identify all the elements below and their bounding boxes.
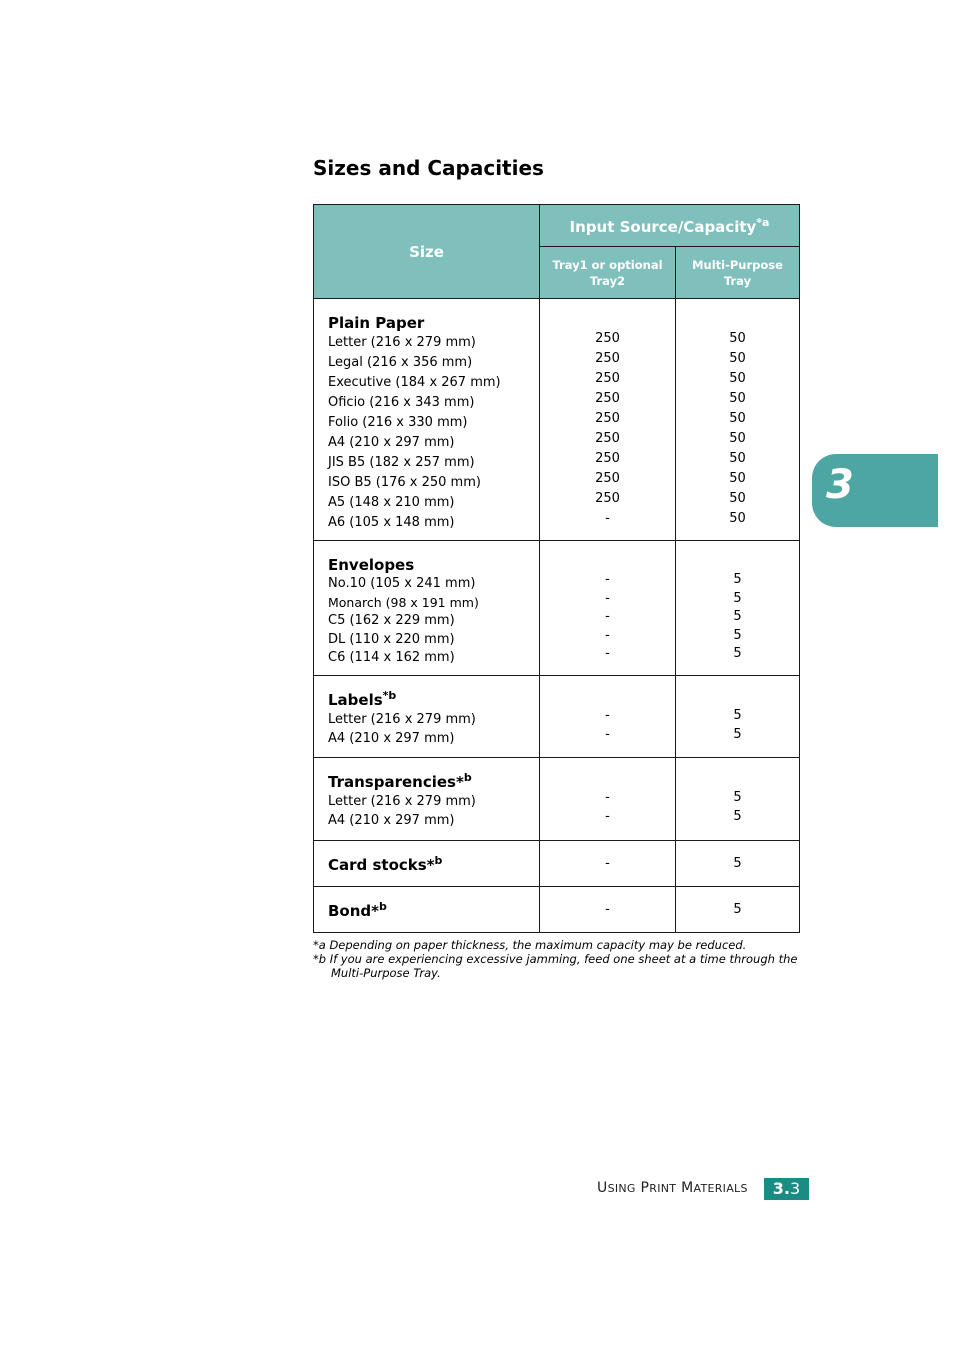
tray-capacity-value: -: [605, 901, 610, 917]
footer-rint: RINT: [649, 1182, 677, 1195]
tray-capacity-value: 250: [595, 351, 620, 366]
header-tray-line2: Tray2: [589, 273, 626, 288]
mp-capacity-value: 5: [733, 809, 742, 824]
tray-capacity-value: 250: [595, 451, 620, 466]
mp-capacity-cell: [676, 299, 800, 541]
tray-capacity-value: 250: [595, 411, 620, 426]
table-row: [314, 676, 800, 758]
size-item: A4 (210 x 297 mm): [328, 813, 455, 828]
mp-capacity-cell: [676, 676, 800, 758]
tray-capacity-value: -: [605, 646, 610, 661]
header-size: Size: [314, 205, 540, 299]
size-item: A5 (148 x 210 mm): [328, 495, 455, 510]
chapter-tab: [812, 454, 938, 527]
table-body: [314, 299, 800, 933]
mp-capacity-value: 5: [733, 609, 742, 624]
category-label: [328, 851, 539, 875]
mp-capacity-value: 5: [733, 646, 742, 661]
size-item: JIS B5 (182 x 257 mm): [328, 455, 475, 470]
category-label: [328, 768, 539, 792]
size-cell: [314, 676, 540, 758]
tray-capacity-cell: [540, 299, 676, 541]
category-label: [328, 686, 539, 710]
mp-capacity-value: 5: [733, 727, 742, 742]
header-input-source: [540, 205, 800, 247]
size-item: C6 (114 x 162 mm): [328, 650, 455, 665]
header-mp-line2: Tray: [723, 273, 752, 288]
tray-capacity-value: 250: [595, 491, 620, 506]
category-note: b: [379, 900, 387, 913]
mp-capacity-value: 50: [729, 451, 746, 466]
header-multipurpose: [676, 247, 800, 299]
chapter-number: 3: [826, 462, 854, 508]
page-chapter: 3.: [772, 1179, 791, 1198]
section-title: Sizes and Capacities: [313, 156, 544, 180]
tray-capacity-value: 250: [595, 331, 620, 346]
mp-capacity-value: 5: [733, 572, 742, 587]
category-text: Envelopes: [328, 556, 415, 574]
category-note: b: [434, 854, 443, 867]
tray-capacity-cell: [540, 758, 676, 841]
category-text: Card stocks*: [328, 856, 435, 874]
tray-capacity-value: -: [605, 855, 610, 871]
size-cell: [314, 299, 540, 541]
size-item: A4 (210 x 297 mm): [328, 435, 455, 450]
tray-capacity-value: -: [605, 790, 610, 805]
tray-capacity-value: -: [605, 590, 610, 606]
tray-capacity-value: 250: [595, 431, 620, 446]
size-item: A6 (105 x 148 mm): [328, 515, 455, 530]
size-cell: [314, 541, 540, 676]
category-note: b: [463, 771, 472, 784]
size-item: Executive (184 x 267 mm): [328, 375, 501, 390]
tray-capacity-cell: [540, 841, 676, 887]
size-item: Letter (216 x 279 mm): [328, 794, 476, 809]
table-row: [314, 299, 800, 541]
footer-aterials: ATERIALS: [693, 1182, 748, 1195]
mp-capacity-value: 50: [729, 431, 746, 446]
mp-capacity-value: 50: [729, 391, 746, 406]
tray-capacity-value: -: [605, 511, 610, 526]
mp-capacity-value: 50: [729, 491, 746, 506]
category-text: Transparencies*: [328, 773, 464, 791]
footer-u: U: [597, 1180, 608, 1196]
category-label: [328, 897, 539, 921]
mp-capacity-cell: [676, 758, 800, 841]
size-item: Letter (216 x 279 mm): [328, 335, 476, 350]
mp-capacity-value: 5: [733, 708, 742, 723]
mp-capacity-cell: [676, 887, 800, 933]
footer-p: P: [640, 1180, 650, 1196]
tray-capacity-cell: [540, 676, 676, 758]
footer-sing: SING: [607, 1182, 636, 1195]
size-item: Oficio (216 x 343 mm): [328, 395, 475, 410]
size-item: Monarch (98 x 191 mm): [328, 594, 479, 610]
size-item: Folio (216 x 330 mm): [328, 415, 468, 430]
mp-capacity-value: 50: [729, 471, 746, 486]
sizes-capacities-table: [313, 204, 800, 933]
table-row: [314, 758, 800, 841]
tray-capacity-value: -: [605, 727, 610, 742]
footnotes: [313, 938, 813, 980]
mp-capacity-value: 5: [733, 855, 742, 871]
mp-capacity-cell: [676, 841, 800, 887]
tray-capacity-value: 250: [595, 471, 620, 486]
size-item: A4 (210 x 297 mm): [328, 731, 455, 746]
category-label: [328, 309, 539, 333]
size-item: Legal (216 x 356 mm): [328, 355, 473, 370]
size-item: Letter (216 x 279 mm): [328, 712, 476, 727]
header-tray-line1: Tray1 or optional: [552, 257, 663, 272]
size-item: No.10 (105 x 241 mm): [328, 576, 476, 591]
tray-capacity-value: 250: [595, 371, 620, 386]
mp-capacity-value: 50: [729, 351, 746, 366]
tray-capacity-cell: [540, 887, 676, 933]
tray-capacity-value: -: [605, 708, 610, 723]
footer-section-title: [597, 1180, 748, 1196]
size-item: C5 (162 x 229 mm): [328, 613, 455, 628]
mp-capacity-cell: [676, 541, 800, 676]
footnote-a: *a Depending on paper thickness, the maximum capacity may be reduced.: [313, 938, 747, 952]
mp-capacity-value: 50: [729, 371, 746, 386]
header-input-source-label: Input Source/Capacity: [569, 217, 757, 236]
footnote-b-line1: *b If you are experiencing excessive jamming, feed one sheet at a time through the: [313, 952, 798, 966]
footnote-b-line2: Multi-Purpose Tray.: [331, 966, 441, 980]
page-number-badge: [764, 1178, 809, 1200]
tray-capacity-value: -: [605, 627, 610, 643]
tray-capacity-cell: [540, 541, 676, 676]
mp-capacity-value: 50: [729, 411, 746, 426]
mp-capacity-value: 5: [733, 627, 742, 643]
table-row: [314, 841, 800, 887]
size-item: DL (110 x 220 mm): [328, 631, 455, 647]
footer-m: M: [681, 1180, 694, 1196]
page-num: 3: [790, 1179, 801, 1198]
header-mp-line1: Multi-Purpose: [692, 257, 783, 272]
mp-capacity-value: 5: [733, 901, 742, 917]
header-input-source-note: *a: [756, 215, 770, 229]
size-cell: [314, 758, 540, 841]
tray-capacity-value: -: [605, 809, 610, 824]
size-item: ISO B5 (176 x 250 mm): [328, 475, 481, 490]
category-text: Bond*: [328, 902, 379, 920]
tray-capacity-value: -: [605, 572, 610, 587]
category-label: [328, 551, 539, 575]
category-note: *b: [382, 689, 397, 702]
mp-capacity-value: 5: [733, 790, 742, 805]
table-row: [314, 887, 800, 933]
tray-capacity-value: 250: [595, 391, 620, 406]
size-cell: [314, 841, 540, 887]
category-text: Plain Paper: [328, 314, 425, 332]
category-text: Labels: [328, 691, 383, 709]
mp-capacity-value: 5: [733, 590, 742, 606]
mp-capacity-value: 50: [729, 331, 746, 346]
table-row: [314, 541, 800, 676]
header-tray: [540, 247, 676, 299]
size-cell: [314, 887, 540, 933]
tray-capacity-value: -: [605, 609, 610, 624]
mp-capacity-value: 50: [729, 511, 746, 526]
